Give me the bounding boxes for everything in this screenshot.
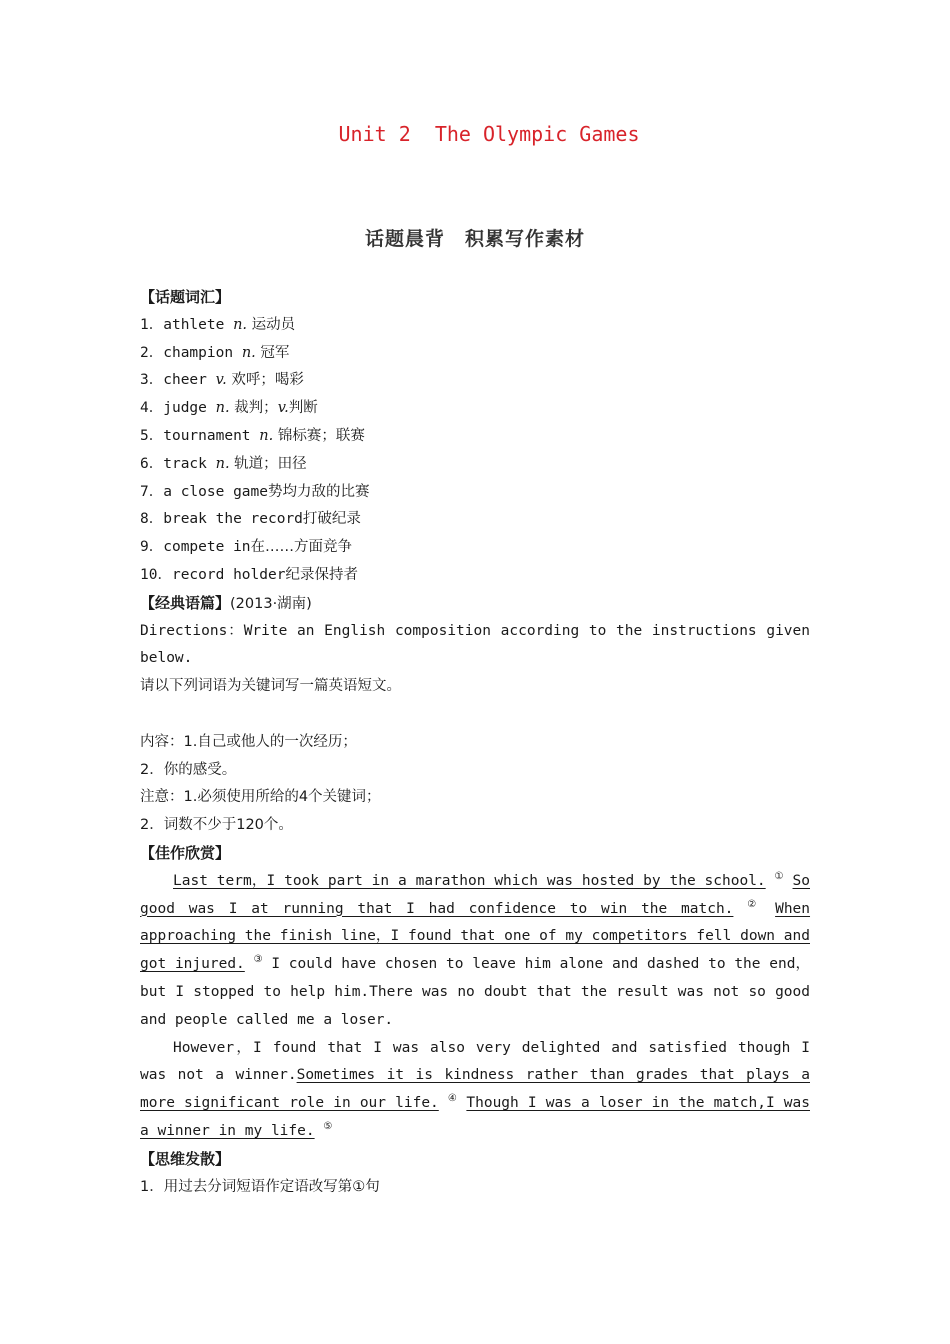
vocab-item: 4．judge n. 裁判；v.判断 [140, 400, 318, 417]
paragraph-text: However，I found that I was also very delighted and satisfied though I was not a winner. [140, 1039, 810, 1084]
essay-paragraph-2 [140, 1035, 810, 1146]
section-subtitle: 话题晨背 积累写作素材 [364, 228, 585, 250]
classic-heading: 【经典语篇】 [140, 593, 231, 612]
underlined-sentence-5: Though I was a loser in the match,I was a winner in my life. [140, 1095, 810, 1139]
content-line: 注意：1.必须使用所给的4个关键词； [140, 789, 381, 806]
underlined-sentence-3: When approaching the finish line，I found that one of my competitors fell down and got injured. [140, 900, 811, 973]
content-line: 内容：1.自己或他人的一次经历； [140, 733, 357, 750]
marker-4: ④ [447, 1093, 458, 1105]
content-line: 2．词数不少于120个。 [140, 817, 293, 834]
appreciation-heading: 【佳作欣赏】 [140, 843, 231, 862]
marker-2: ② [747, 898, 762, 910]
paragraph-text: I could have chosen to leave him alone and dashed to the end，but I stopped to help him.There was no doubt that the result was not so good and people called me a loser. [140, 956, 811, 1028]
instruction-cn: 请以下列词语为关键词写一篇英语短文。 [140, 678, 401, 695]
vocab-item: 6．track n. 轨道；田径 [140, 455, 307, 472]
content-line: 2．你的感受。 [140, 761, 237, 778]
thinking-heading: 【思维发散】 [140, 1149, 231, 1168]
vocab-item: 1．athlete n. 运动员 [140, 316, 296, 333]
marker-3: ③ [253, 954, 263, 966]
underlined-sentence-4: Sometimes it is kindness rather than grades that plays a more significant role in our life. [140, 1067, 810, 1112]
vocab-item: 10．record holder纪录保持者 [140, 566, 358, 583]
vocab-item: 8．break the record打破纪录 [140, 511, 361, 528]
vocab-item: 9．compete in在……方面竞争 [140, 539, 353, 556]
underlined-sentence-1: Last term，I took part in a marathon which was hosted by the school. [173, 872, 766, 889]
vocab-item: 5．tournament n. 锦标赛；联赛 [140, 427, 365, 444]
underlined-sentence-2: So good was I at running that I had confidence to win the match. [140, 872, 810, 917]
task-line: 1．用过去分词短语作定语改写第①句 [140, 1178, 380, 1195]
vocab-item: 2．champion n. 冠军 [140, 344, 290, 361]
vocab-item: 7．a close game势均力敌的比赛 [140, 483, 370, 500]
spacer [140, 701, 810, 729]
vocab-item: 3．cheer v. 欢呼；喝彩 [140, 372, 304, 389]
directions-text: Directions：Write an English composition according to the instructions given below. [140, 622, 810, 667]
marker-1: ① [774, 870, 784, 882]
page-title: Unit 2 The Olympic Games [338, 122, 640, 146]
vocab-list [140, 312, 810, 590]
classic-heading-row [140, 590, 810, 618]
marker-5: ⑤ [323, 1120, 333, 1132]
document-body [140, 284, 810, 1201]
vocab-heading: 【话题词汇】 [140, 288, 231, 306]
classic-source: (2013·湖南) [230, 595, 312, 612]
essay-paragraph-1 [140, 868, 810, 1035]
